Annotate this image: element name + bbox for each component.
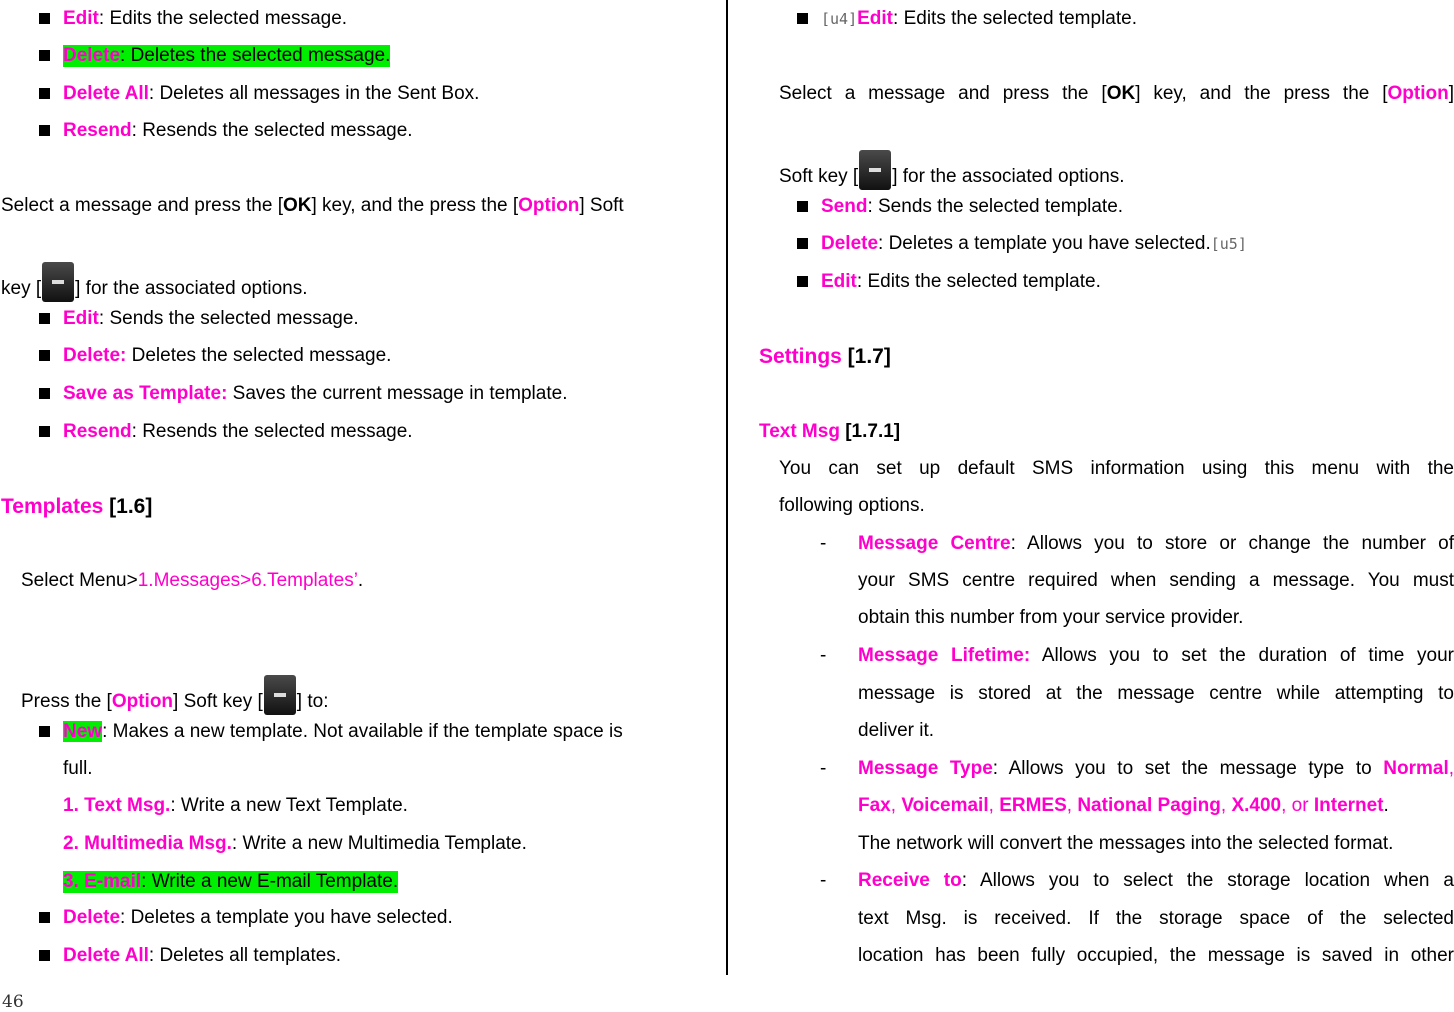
option-item: Receive to: Allows you to select the storage location when a — [858, 870, 1454, 891]
bullet-icon — [39, 313, 50, 324]
list-item: New: Makes a new template. Not available if the template space is — [63, 721, 623, 742]
list-item: Delete All: Deletes all templates. — [63, 945, 342, 966]
option-item-continued: obtain this number from your service provider. — [858, 607, 1244, 628]
option-item-continued: The network will convert the messages into the selected format. — [858, 833, 1394, 854]
list-item: Edit: Edits the selected template. — [821, 271, 1101, 292]
comment-marker: [u5] — [1210, 235, 1247, 253]
list-item: Send: Sends the selected template. — [821, 196, 1124, 217]
paragraph: Press the [Option] Soft key [ ] to: — [21, 675, 328, 715]
bullet-icon — [39, 726, 50, 737]
paragraph: following options. — [779, 495, 925, 516]
dash-marker: - — [820, 645, 827, 666]
dash-marker: - — [820, 870, 827, 891]
bullet-icon — [797, 238, 808, 249]
sub-item: 1. Text Msg.: Write a new Text Template. — [63, 795, 408, 816]
list-item-continued: full. — [63, 758, 93, 779]
paragraph: You can set up default SMS information using this menu with the — [779, 458, 1454, 479]
list-item: Resend: Resends the selected message. — [63, 421, 413, 442]
column-divider — [726, 0, 728, 975]
soft-key-icon — [264, 675, 296, 715]
option-item-continued: your SMS centre required when sending a message. You must — [858, 570, 1454, 591]
dash-marker: - — [820, 533, 827, 554]
bullet-icon — [39, 426, 50, 437]
bullet-icon — [39, 350, 50, 361]
list-item: Save as Template: Saves the current message in template. — [63, 383, 568, 404]
section-heading: Settings [1.7] — [759, 345, 891, 368]
paragraph: Select Menu>1.Messages>6.Templates’. — [21, 570, 364, 591]
sub-item: 3. E-mail: Write a new E-mail Template. — [63, 871, 399, 892]
section-heading: Templates [1.6] — [1, 495, 153, 518]
option-item-continued: message is stored at the message centre while attempting to — [858, 683, 1454, 704]
list-item: Delete: Deletes a template you have selected.[u5] — [821, 233, 1247, 254]
option-item-continued: Fax, Voicemail, ERMES, National Paging, X.400, or Internet. — [858, 795, 1389, 816]
bullet-icon — [797, 276, 808, 287]
option-item: Message Type: Allows you to set the message type to Normal, — [858, 758, 1454, 779]
comment-marker: [u4] — [821, 10, 858, 28]
list-item: Delete All: Deletes all messages in the Sent Box. — [63, 83, 480, 104]
option-item: Message Centre: Allows you to store or change the number of — [858, 533, 1454, 554]
bullet-icon — [39, 388, 50, 399]
bullet-icon — [39, 950, 50, 961]
paragraph: Select a message and press the [OK] key, and the press the [Option] Soft — [1, 195, 624, 216]
dash-marker: - — [820, 758, 827, 779]
paragraph: key [ ] for the associated options. — [1, 262, 308, 302]
list-item: Delete: Deletes a template you have selected. — [63, 907, 453, 928]
soft-key-icon — [42, 262, 74, 302]
option-item-continued: deliver it. — [858, 720, 935, 741]
list-item: Delete: Deletes the selected message. — [63, 345, 392, 366]
list-item: Resend: Resends the selected message. — [63, 120, 413, 141]
bullet-icon — [39, 50, 50, 61]
option-item-continued: text Msg. is received. If the storage space of the selected — [858, 908, 1454, 929]
soft-key-icon — [859, 150, 891, 190]
paragraph: Select a message and press the [OK] key, and the press the [Option] — [779, 83, 1454, 104]
bullet-icon — [39, 88, 50, 99]
sub-item: 2. Multimedia Msg.: Write a new Multimedia Template. — [63, 833, 527, 854]
bullet-icon — [797, 13, 808, 24]
bullet-icon — [39, 13, 50, 24]
list-item: [u4]Edit: Edits the selected template. — [821, 8, 1137, 29]
bullet-icon — [39, 125, 50, 136]
bullet-icon — [39, 912, 50, 923]
list-item: Edit: Edits the selected message. — [63, 8, 348, 29]
list-item: Delete: Deletes the selected message. — [63, 45, 391, 66]
paragraph: Soft key [ ] for the associated options. — [779, 150, 1125, 190]
list-item: Edit: Sends the selected message. — [63, 308, 359, 329]
bullet-icon — [797, 201, 808, 212]
option-item: Message Lifetime: Allows you to set the duration of time your — [858, 645, 1454, 666]
subsection-heading: Text Msg [1.7.1] — [759, 421, 901, 442]
option-item-continued: location has been fully occupied, the message is saved in other — [858, 945, 1454, 966]
page-number: 46 — [2, 992, 24, 1012]
